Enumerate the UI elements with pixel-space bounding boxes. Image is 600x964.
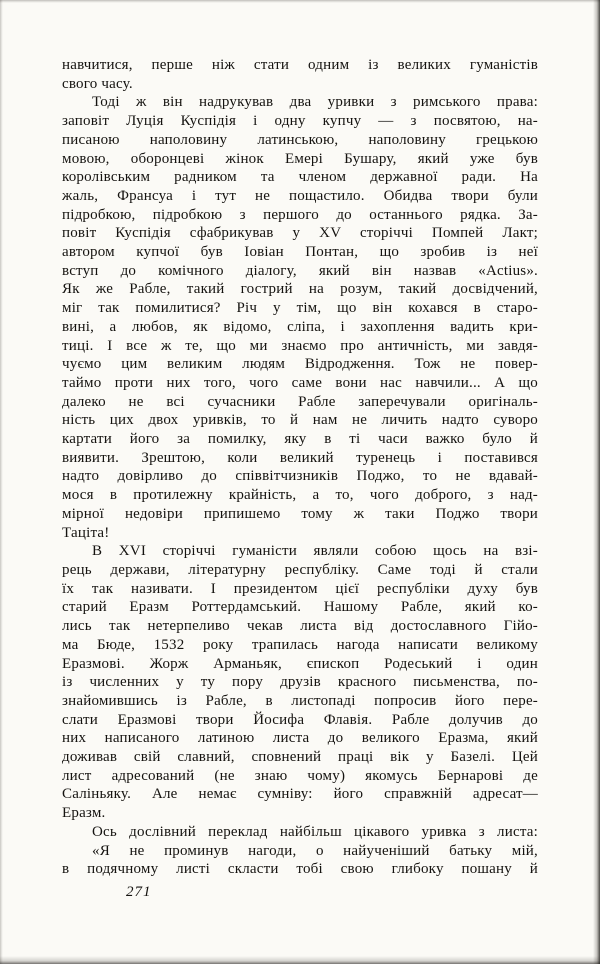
text-line: слати Еразмові твори Йосифа Флавія. Рабле долучив до [62,711,538,728]
text-line: із численних у ту пору друзів красного письменства, по- [62,674,538,691]
text-line: ність цих двох уривків, то й нам не личить надто суворо [62,412,538,429]
text-line: повіт Куспідія сфабрикував у XV сторіччі Помпей Лакт; [62,225,538,242]
text-line: чуємо цим великим людям Відродження. Тож не повер- [62,356,538,373]
text-line: «Я не проминув нагоди, о найученіший батьку мій, [92,842,538,859]
text-line: доживав свій славний, сповнений праці вік у Базелі. Цей [62,749,538,766]
text-line: картати його за помилку, яку в ті часи важко було й [62,431,538,448]
page-edge-shadow-top [0,0,600,3]
text-line: в подячному листі скласти тобі свою глибоку пошану й [62,861,538,878]
text-line: Тоді ж він надрукував два уривки з римського права: [92,94,538,111]
text-line: лист адресований (не знаю чому) якомусь Бернарові де [62,767,538,784]
text-line: жаль, Франсуа і тут не пощастило. Обидва твори були [62,187,538,204]
text-line: підробкою, підробкою з першого до останнього рядка. За- [62,206,538,223]
text-block [62,56,538,879]
text-line: мося в протилежну крайність, а то, чого доброго, з над- [62,487,538,504]
text-line: вступ до комічного діалогу, який він назвав «Actius». [62,262,538,279]
page-edge-shadow-right [593,0,600,964]
text-line: королівським радником та членом державної ради. На [62,169,538,186]
text-line: Як же Рабле, такий гострий на розум, такий досвідчений, [62,281,538,298]
text-line: виявити. Зрештою, коли великий туренець і поставився [62,449,538,466]
text-line: рець держави, літературну республіку. Саме тоді й стали [62,561,538,578]
text-line: Саліньяку. Але немає сумніву: його справжній адресат— [62,786,538,803]
text-line: них написаного латиною листа до великого Еразма, який [62,730,538,747]
text-line: знайомившись із Рабле, в листопаді попросив його пере- [62,692,538,709]
text-line: Еразмові. Жорж Арманьяк, єпископ Родеський і один [62,655,538,672]
text-line: мовою, оборонцеві жінок Емері Бушару, який уже був [62,150,538,167]
text-line: свого часу. [62,75,133,92]
page-number: 271 [126,884,152,900]
text-line: автором купчої був Іовіан Понтан, що зробив із неї [62,244,538,261]
text-line: міг так помилитися? Річ у тім, що він кохався в старо- [62,300,538,317]
text-line: навчитися, перше ніж стати одним із великих гуманістів [62,57,538,73]
text-line: тиці. І все ж те, що ми знаємо про античність, ми завдя- [62,337,538,354]
text-line: їх так називати. І президентом цієї республіки духу був [62,580,538,597]
text-line: Таціта! [62,524,110,541]
text-line: Еразм. [62,805,106,822]
text-line: Ось дослівний переклад найбільш цікавого уривка з листа: [92,823,538,840]
text-line: далеко не всі сучасники Рабле заперечували оригіналь- [62,393,538,410]
text-line: старий Еразм Роттердамський. Нашому Рабле, який ко- [62,599,538,616]
text-line: ма Бюде, 1532 року трапилась нагода написати великому [62,636,538,653]
text-line: мірної недовіри припишемо тому ж таки Поджо твори [62,505,538,522]
text-line: таймо проти них того, чого саме вони нас навчили... А що [62,374,538,391]
text-line: В XVI сторіччі гуманісти являли собою щось на взі- [92,543,538,560]
text-line: писаною наполовину латинською, наполовину грецькою [62,131,538,148]
text-line: заповіт Луція Куспідія і одну купчу — з посвятою, на- [62,113,538,130]
text-line: лись так нетерпеливо чекав листа від достославного Гійо- [62,618,538,635]
page-edge-shadow-bottom [0,956,600,964]
page-edge-shadow-left [0,0,3,964]
text-line: надто довірливо до співвітчизників Поджо, то не вдавай- [62,468,538,485]
text-line: вині, а любов, як відомо, сліпа, і захоплення вадить кри- [62,318,538,335]
